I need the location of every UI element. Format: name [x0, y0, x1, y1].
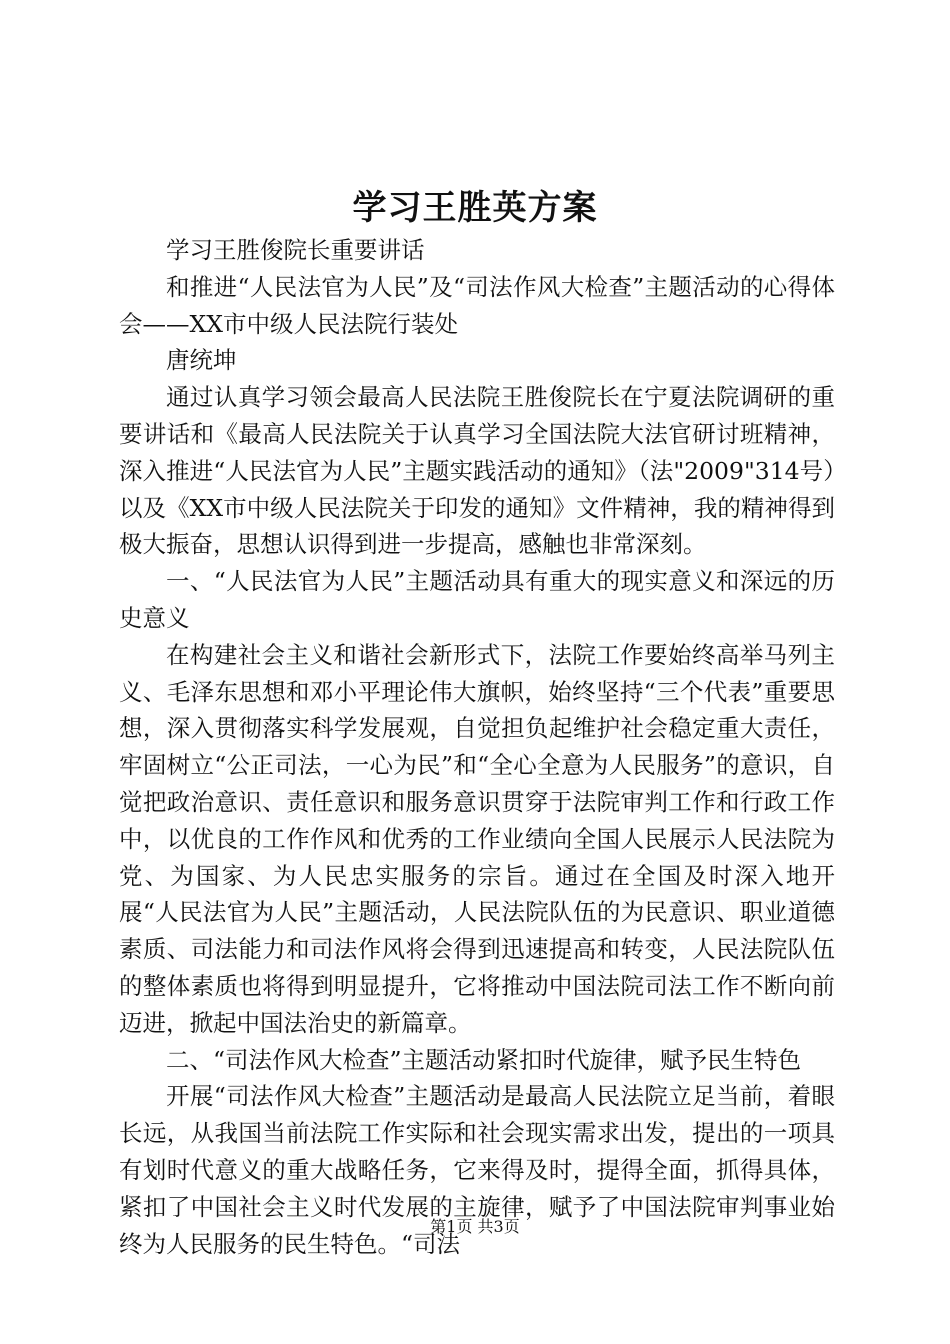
page-footer: 第1页 共3页 — [430, 1217, 520, 1236]
paragraph-author: 唐统坤 — [166, 346, 237, 375]
document-body — [119, 232, 835, 1262]
paragraph-intro: 通过认真学习领会最高人民法院王胜俊院长在宁夏法院调研的重要讲话和《最高人民法院关于认真学习全国法院大法官研讨班精神，深入推进“人民法官为人民”主题实践活动的通知》（法"2009"314号）以及《XX市中级人民法院关于印发的通知》文件精神，我的精神得到极大振奋，思想认识得到进一步提高，感触也非常深刻。 — [119, 383, 835, 559]
section-heading-2: 二、“司法作风大检查”主题活动紧扣时代旋律，赋予民生特色 — [166, 1045, 802, 1074]
section-heading-1: 一、“人民法官为人民”主题活动具有重大的现实意义和深远的历史意义 — [119, 567, 835, 632]
paragraph-subtitle: 学习王胜俊院长重要讲话 — [166, 236, 425, 264]
page-title: 学习王胜英方案 — [352, 188, 598, 228]
paragraph-section-1: 在构建社会主义和谐社会新形式下，法院工作要始终高举马列主义、毛泽东思想和邓小平理论伟大旗帜，始终坚持“三个代表”重要思想，深入贯彻落实科学发展观，自觉担负起维护社会稳定重大责任，牢固树立“公正司法，一心为民”和“全心全意为人民服务”的意识，自觉把政治意识、责任意识和服务意识贯穿于法院审判工作和行政工作中，以优良的工作作风和优秀的工作业绩向全国人民展示人民法院为党、为国家、为人民忠实服务的宗旨。通过在全国及时深入地开展“人民法官为人民”主题活动，人民法院队伍的为民意识、职业道德素质、司法能力和司法作风将会得到迅速提高和转变，人民法院队伍的整体素质也将得到明显提升，它将推动中国法院司法工作不断向前迈进，掀起中国法治史的新篇章。 — [119, 640, 835, 1037]
paragraph-section-2: 开展“司法作风大检查”主题活动是最高人民法院立足当前，着眼长远，从我国当前法院工作实际和社会现实需求出发，提出的一项具有划时代意义的重大战略任务，它来得及时，提得全面，抓得具体，紧扣了中国社会主义时代发展的主旋律，赋予了中国法院审判事业始终为人民服务的民生特色。“司法 — [119, 1082, 835, 1258]
paragraph-subtitle-continued: 和推进“人民法官为人民”及“司法作风大检查”主题活动的心得体会——XX市中级人民法院行装处 — [119, 272, 835, 338]
